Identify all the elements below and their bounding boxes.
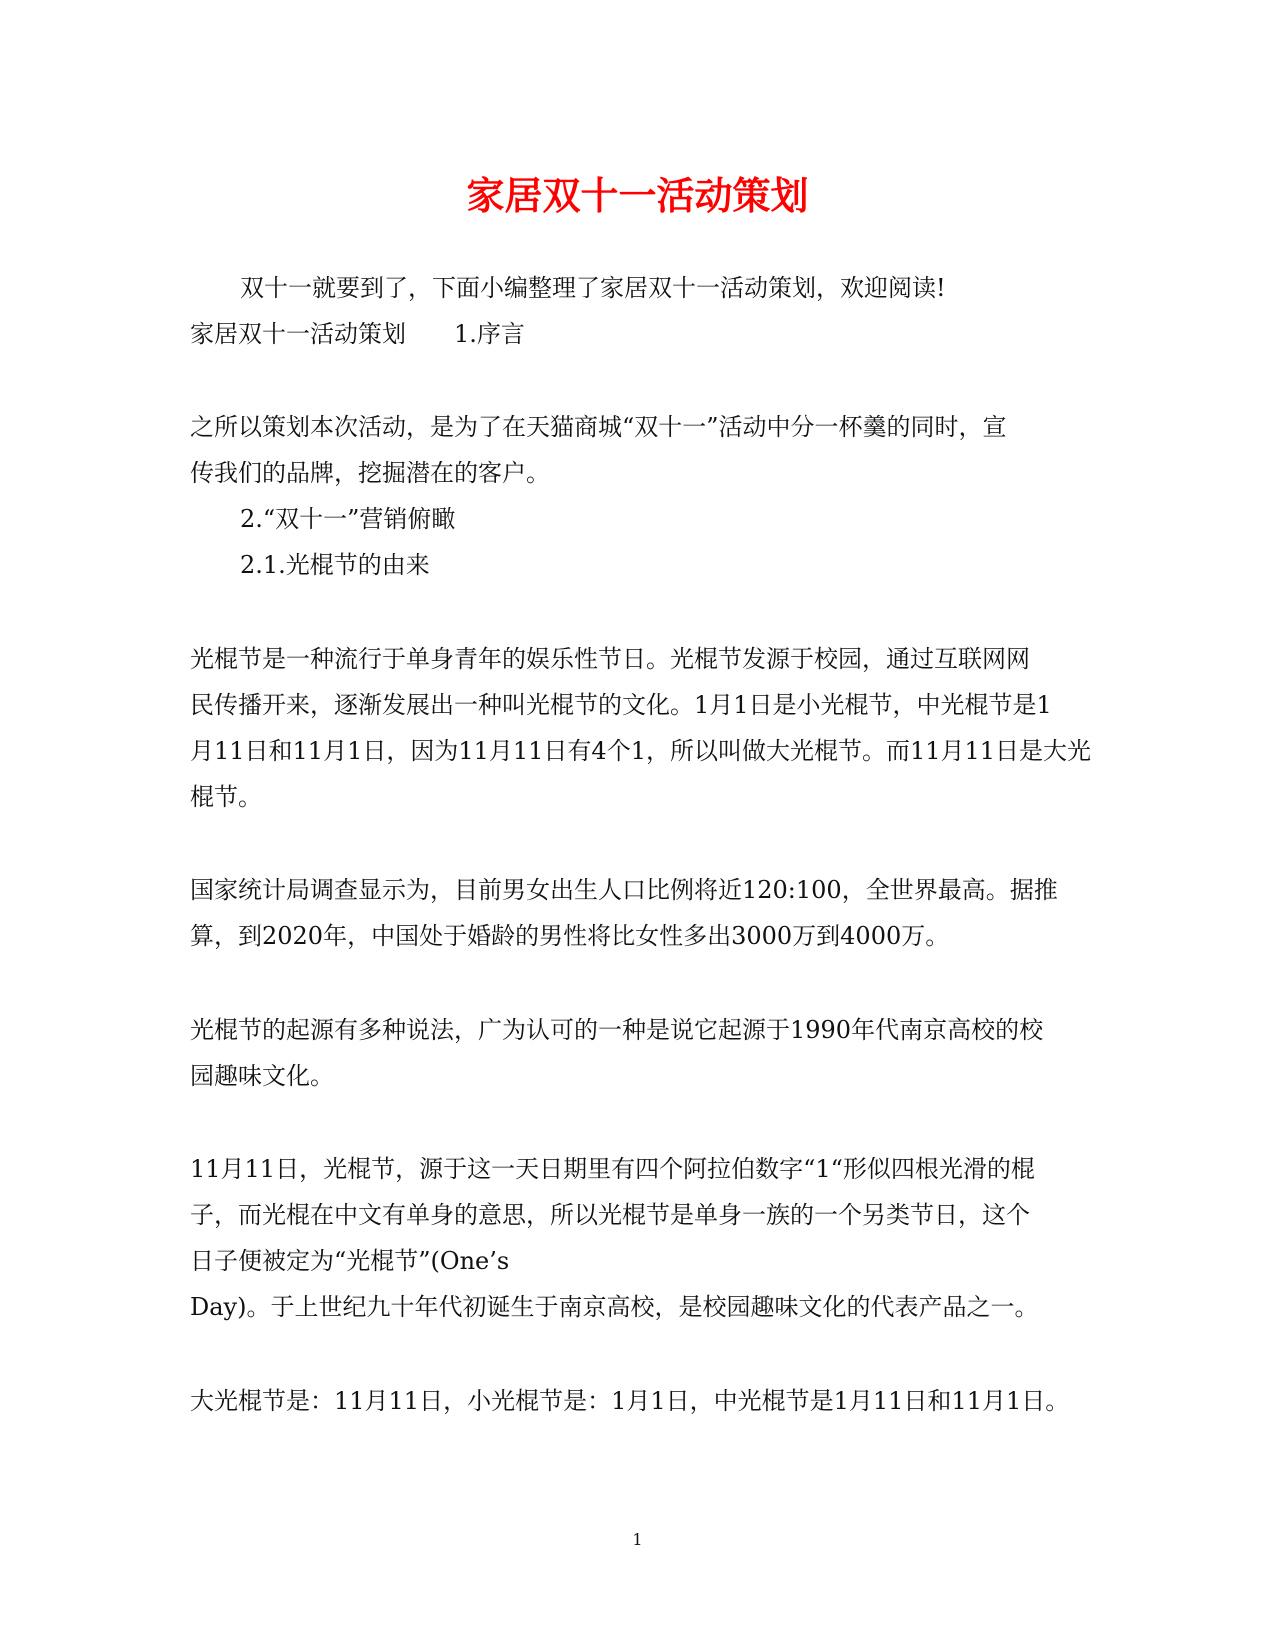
paragraph-line: 算，到2020年，中国处于婚龄的男性将比女性多出3000万到4000万。: [190, 922, 950, 950]
paragraph-line: 民传播开来，逐渐发展出一种叫光棍节的文化。1月1日是小光棍节，中光棍节是1: [190, 691, 1052, 719]
section-heading-line: 家居双十一活动策划 1.序言: [190, 320, 525, 348]
paragraph-line: 光棍节的起源有多种说法，广为认可的一种是说它起源于1990年代南京高校的校: [190, 1016, 1044, 1044]
document-title: 家居双十一活动策划: [466, 173, 809, 218]
intro-line: 双十一就要到了，下面小编整理了家居双十一活动策划，欢迎阅读!: [240, 274, 946, 302]
paragraph-line: Day)。于上世纪九十年代初诞生于南京高校，是校园趣味文化的代表产品之一。: [190, 1293, 1039, 1321]
paragraph-line: 11月11日，光棍节，源于这一天日期里有四个阿拉伯数字“1“形似四根光滑的棍: [190, 1155, 1035, 1183]
paragraph-line: 子，而光棍在中文有单身的意思，所以光棍节是单身一族的一个另类节日，这个: [190, 1201, 1030, 1229]
paragraph-line: 大光棍节是：11月11日，小光棍节是：1月1日，中光棍节是1月11日和11月1日。: [190, 1387, 1070, 1415]
paragraph-line: 国家统计局调查显示为，目前男女出生人口比例将近120:100，全世界最高。据推: [190, 876, 1058, 904]
paragraph-line: 月11日和11月1日，因为11月11日有4个1，所以叫做大光棍节。而11月11日是大光: [190, 737, 1092, 765]
page-number: 1: [632, 1530, 643, 1549]
paragraph-line: 日子便被定为“光棍节”(One’s: [190, 1247, 510, 1275]
paragraph-line: 之所以策划本次活动，是为了在天猫商城“双十一”活动中分一杯羹的同时，宣: [190, 413, 1007, 441]
subsection-heading: 2.1.光棍节的由来: [240, 551, 430, 579]
section-heading: 2.“双十一”营销俯瞰: [240, 505, 456, 533]
paragraph-line: 园趣味文化。: [190, 1062, 334, 1090]
paragraph-line: 棍节。: [190, 783, 262, 811]
paragraph-line: 光棍节是一种流行于单身青年的娱乐性节日。光棍节发源于校园，通过互联网网: [190, 645, 1030, 673]
paragraph-line: 传我们的品牌，挖掘潜在的客户。: [190, 459, 550, 487]
